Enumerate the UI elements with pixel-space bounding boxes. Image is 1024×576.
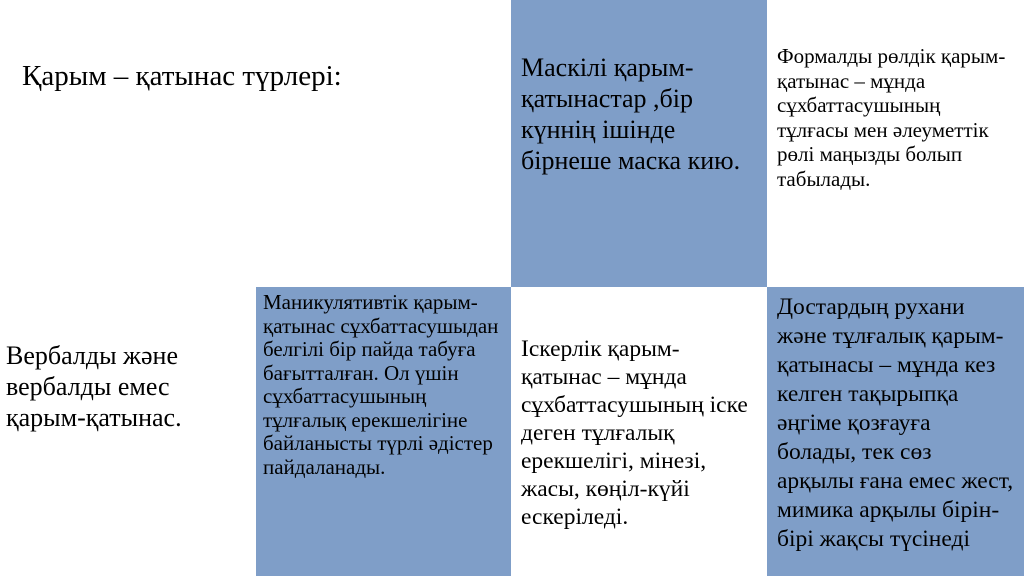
cell-formal-role-communication: Формалды рөлдік қарым-қатынас – мұнда сұхбаттасушының тұлғасы мен әлеуметтік рөлі маңызды болып табылады. [767,0,1024,287]
cell-business-communication: Іскерлік қарым-қатынас – мұнда сұхбаттасушының іске деген тұлғалық ерекшелігі, мінезі, жасы, көңіл-күйі ескеріледі. [511,287,767,576]
cell-friends-communication: Достардың рухани және тұлғалық қарым-қатынасы – мұнда кез келген тақырыпқа әңгіме қозғауға болады, тек сөз арқылы ғана емес жест, мимика арқылы бірін-бірі жақсы түсінеді [767,287,1024,576]
cell-mask-communication: Маскілі қарым-қатынастар ,бір күннің ішінде бірнеше маска кию. [511,0,767,287]
slide-title: Қарым – қатынас түрлері: [22,60,342,92]
left-text: Вербалды және вербалды емес қарым-қатынас. [6,341,182,432]
cell-manipulative-communication: Маникулятивтік қарым-қатынас сұхбаттасушыдан белгілі бір пайда табуға бағытталған. Ол үшін сұхбаттасушының тұлғалық ерекшелігіне байланысты түрлі әдістер пайдаланады. [256,287,511,576]
